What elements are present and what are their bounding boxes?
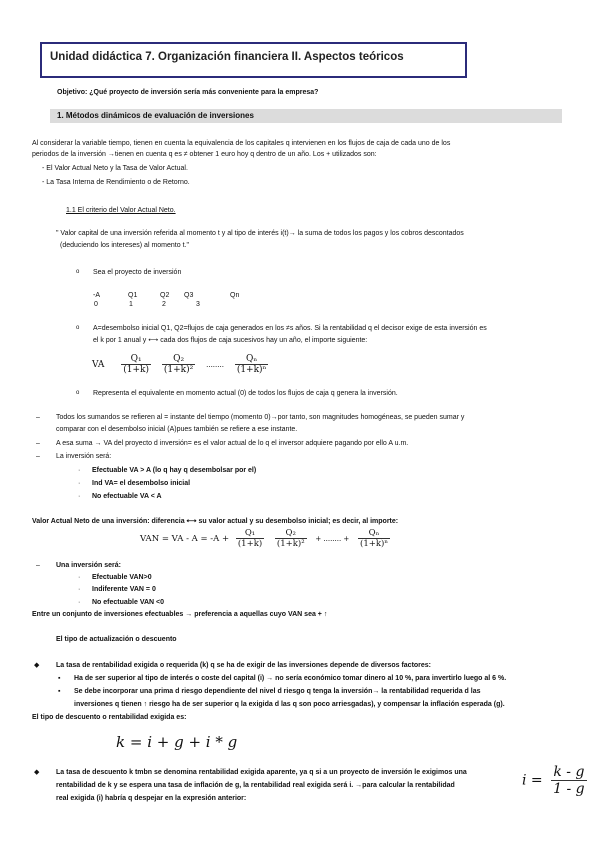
formula-den: (1+k) (123, 365, 150, 375)
intro-item: - El Valor Actual Neto y la Tasa de Valor Actual. (42, 165, 188, 172)
timeline-value: Q2 (160, 292, 170, 299)
dot-bullet-icon: · (78, 480, 81, 487)
bullet-text: Sea el proyecto de inversión (93, 269, 182, 276)
bullet-text: Representa el equivalente en momento actual (0) de todos los flujos de caja q genera la inversión. (93, 390, 398, 397)
dash-text: A esa suma → VA del proyecto d inversión= es el valor actual de lo q el inversor adquiere pagando por ello A u.m. (56, 440, 409, 447)
k-formula: k = i + g + i * g (116, 733, 238, 751)
subsection-heading: 1.1 El criterio del Valor Actual Neto. (66, 207, 176, 214)
formula-lhs: i = (522, 772, 543, 789)
formula-lhs: VA (92, 360, 105, 370)
tipo-desc: El tipo de descuento o rentabilidad exigida es: (32, 714, 187, 721)
bullet-text: el k por 1 anual y ⟷ cada dos flujos de caja sucesivos hay un año, el importe siguiente: (93, 337, 368, 344)
va-formula (92, 354, 268, 375)
intro-line: periodos de la inversión →tienen en cuenta q es ≠ obtener 1 euro hoy q dentro de un año. Los + utilizados son: (32, 151, 377, 158)
intro-item: - La Tasa Interna de Rendimiento o de Retorno. (42, 179, 190, 186)
formula-num: Q₂ (275, 528, 307, 539)
inv-option: Efectuable VAN>0 (92, 574, 152, 581)
tasa2-text: La tasa de descuento k tmbn se denomina rentabilidad exigida aparente, ya q si a un proyecto de inversión le exigimos una (56, 769, 467, 776)
circle-bullet-icon: o (76, 269, 80, 275)
intro-line: Al considerar la variable tiempo, tienen en cuenta la equivalencia de los capitales q intervienen en los flujos de caja de cada uno de los (32, 140, 451, 147)
inv-option: Ind VA= el desembolso inicial (92, 480, 191, 487)
dash-text: Todos los sumandos se refieren al = instante del tiempo (momento 0)→por tanto, son magnitudes homogéneas, se pueden sumar y (56, 414, 465, 421)
formula-num: Q₁ (236, 528, 264, 539)
dot-bullet-icon: · (78, 599, 81, 606)
bullet-text: A=desembolso inicial Q1, Q2=flujos de caja generados en los ≠s años. Si la rentabilidad q el decisor exige de esta inversión es (93, 325, 487, 332)
tasa-text: La tasa de rentabilidad exigida o requerida (k) q se ha de exigir de las inversiones depende de diversos factores: (56, 662, 432, 669)
formula-den: (1+k) (237, 539, 263, 549)
circle-bullet-icon: o (76, 390, 80, 396)
tasa2-text: real exigida (i) habría q despejar en la expresión anterior: (56, 795, 247, 802)
formula-num: Q₂ (162, 354, 195, 365)
timeline-index: 2 (162, 301, 166, 308)
inv-option: No efectuable VA < A (92, 493, 162, 500)
timeline-index: 1 (129, 301, 133, 308)
quote-line: " Valor capital de una inversión referida al momento t y al tipo de interés i(t)→ la suma de todos los pagos y los cobros descontados (56, 230, 464, 237)
dash-text: comparar con el desembolso inicial (A)pues también se refiere a ese instante. (56, 426, 298, 433)
tasa-sub: inversiones q tienen ↑ riesgo ha de ser superior q la exigida d las q son poco arriesgadas), y compensar la inflación esperada (g). (74, 701, 505, 708)
formula-den: (1+k)ⁿ (360, 539, 388, 549)
timeline-value: Q3 (184, 292, 194, 299)
formula-den: (1+k)² (276, 539, 305, 549)
dot-bullet-icon: · (78, 493, 81, 500)
dash-text: Una inversión será: (56, 562, 121, 569)
formula-num: k - g (551, 764, 587, 781)
dot-bullet-icon: · (78, 586, 81, 593)
formula-den: (1+k)ⁿ (236, 365, 267, 375)
tasa-sub: Ha de ser superior al tipo de interés o coste del capital (i) → no sería económico tomar dinero al 10 %, para invertirlo luego al 6 %. (74, 675, 507, 682)
dash-bullet-icon: – (36, 440, 40, 447)
timeline-value: Qn (230, 292, 240, 299)
subheading: El tipo de actualización o descuento (56, 636, 177, 643)
inv-conclusion: Entre un conjunto de inversiones efectuables → preferencia a aquellas cuyo VAN sea + ↑ (32, 611, 328, 618)
timeline-value: Q1 (128, 292, 138, 299)
i-formula (522, 764, 587, 797)
section-heading: 1. Métodos dinámicos de evaluación de inversiones (57, 111, 254, 120)
formula-num: Qₙ (235, 354, 269, 365)
diamond-bullet-icon: ◆ (34, 769, 40, 776)
inv-option: Efectuable VA > A (lo q hay q desembolsar por el) (92, 467, 257, 474)
formula-num: Qₙ (358, 528, 390, 539)
inv-option: No efectuable VAN <0 (92, 599, 165, 606)
dash-bullet-icon: – (36, 562, 40, 569)
timeline-value: -A (93, 292, 100, 299)
objective: Objetivo: ¿Qué proyecto de inversión sería más conveniente para la empresa? (57, 89, 319, 96)
timeline-index: 0 (94, 301, 98, 308)
timeline-index: 3 (196, 301, 200, 308)
tasa2-text: rentabilidad de k y se espera una tasa de inflación de g, la rentabilidad real exigida será i. →para calcular la rentabilidad (56, 782, 455, 789)
tasa-sub: Se debe incorporar una prima d riesgo dependiente del nivel d riesgo q tenga la inversión→ la rentabilidad requerida d las (74, 688, 481, 695)
circle-bullet-icon: o (76, 325, 80, 331)
formula-lhs: VAN = VA - A = -A + (140, 534, 230, 544)
formula-num: Q₁ (121, 354, 151, 365)
inv-option: Indiferente VAN = 0 (92, 586, 156, 593)
dash-bullet-icon: – (36, 453, 40, 460)
van-formula (140, 528, 390, 549)
formula-dots: ........ (206, 361, 224, 369)
formula-den: (1+k)² (163, 365, 194, 375)
quote-line: (deduciendo los intereses) al momento t." (60, 242, 189, 249)
square-bullet-icon: ▪ (58, 688, 61, 695)
square-bullet-icon: ▪ (58, 675, 61, 682)
dash-bullet-icon: – (36, 414, 40, 421)
dot-bullet-icon: · (78, 574, 81, 581)
dash-text: La inversión será: (56, 453, 112, 460)
page-title: Unidad didáctica 7. Organización financiera II. Aspectos teóricos (50, 51, 404, 63)
dot-bullet-icon: · (78, 467, 81, 474)
diamond-bullet-icon: ◆ (34, 662, 40, 669)
formula-den: 1 - g (553, 781, 585, 797)
formula-dots: + ........ + (315, 535, 350, 543)
van-definition: Valor Actual Neto de una inversión: diferencia ⟷ su valor actual y su desembolso inicial; es decir, al importe: (32, 518, 399, 525)
